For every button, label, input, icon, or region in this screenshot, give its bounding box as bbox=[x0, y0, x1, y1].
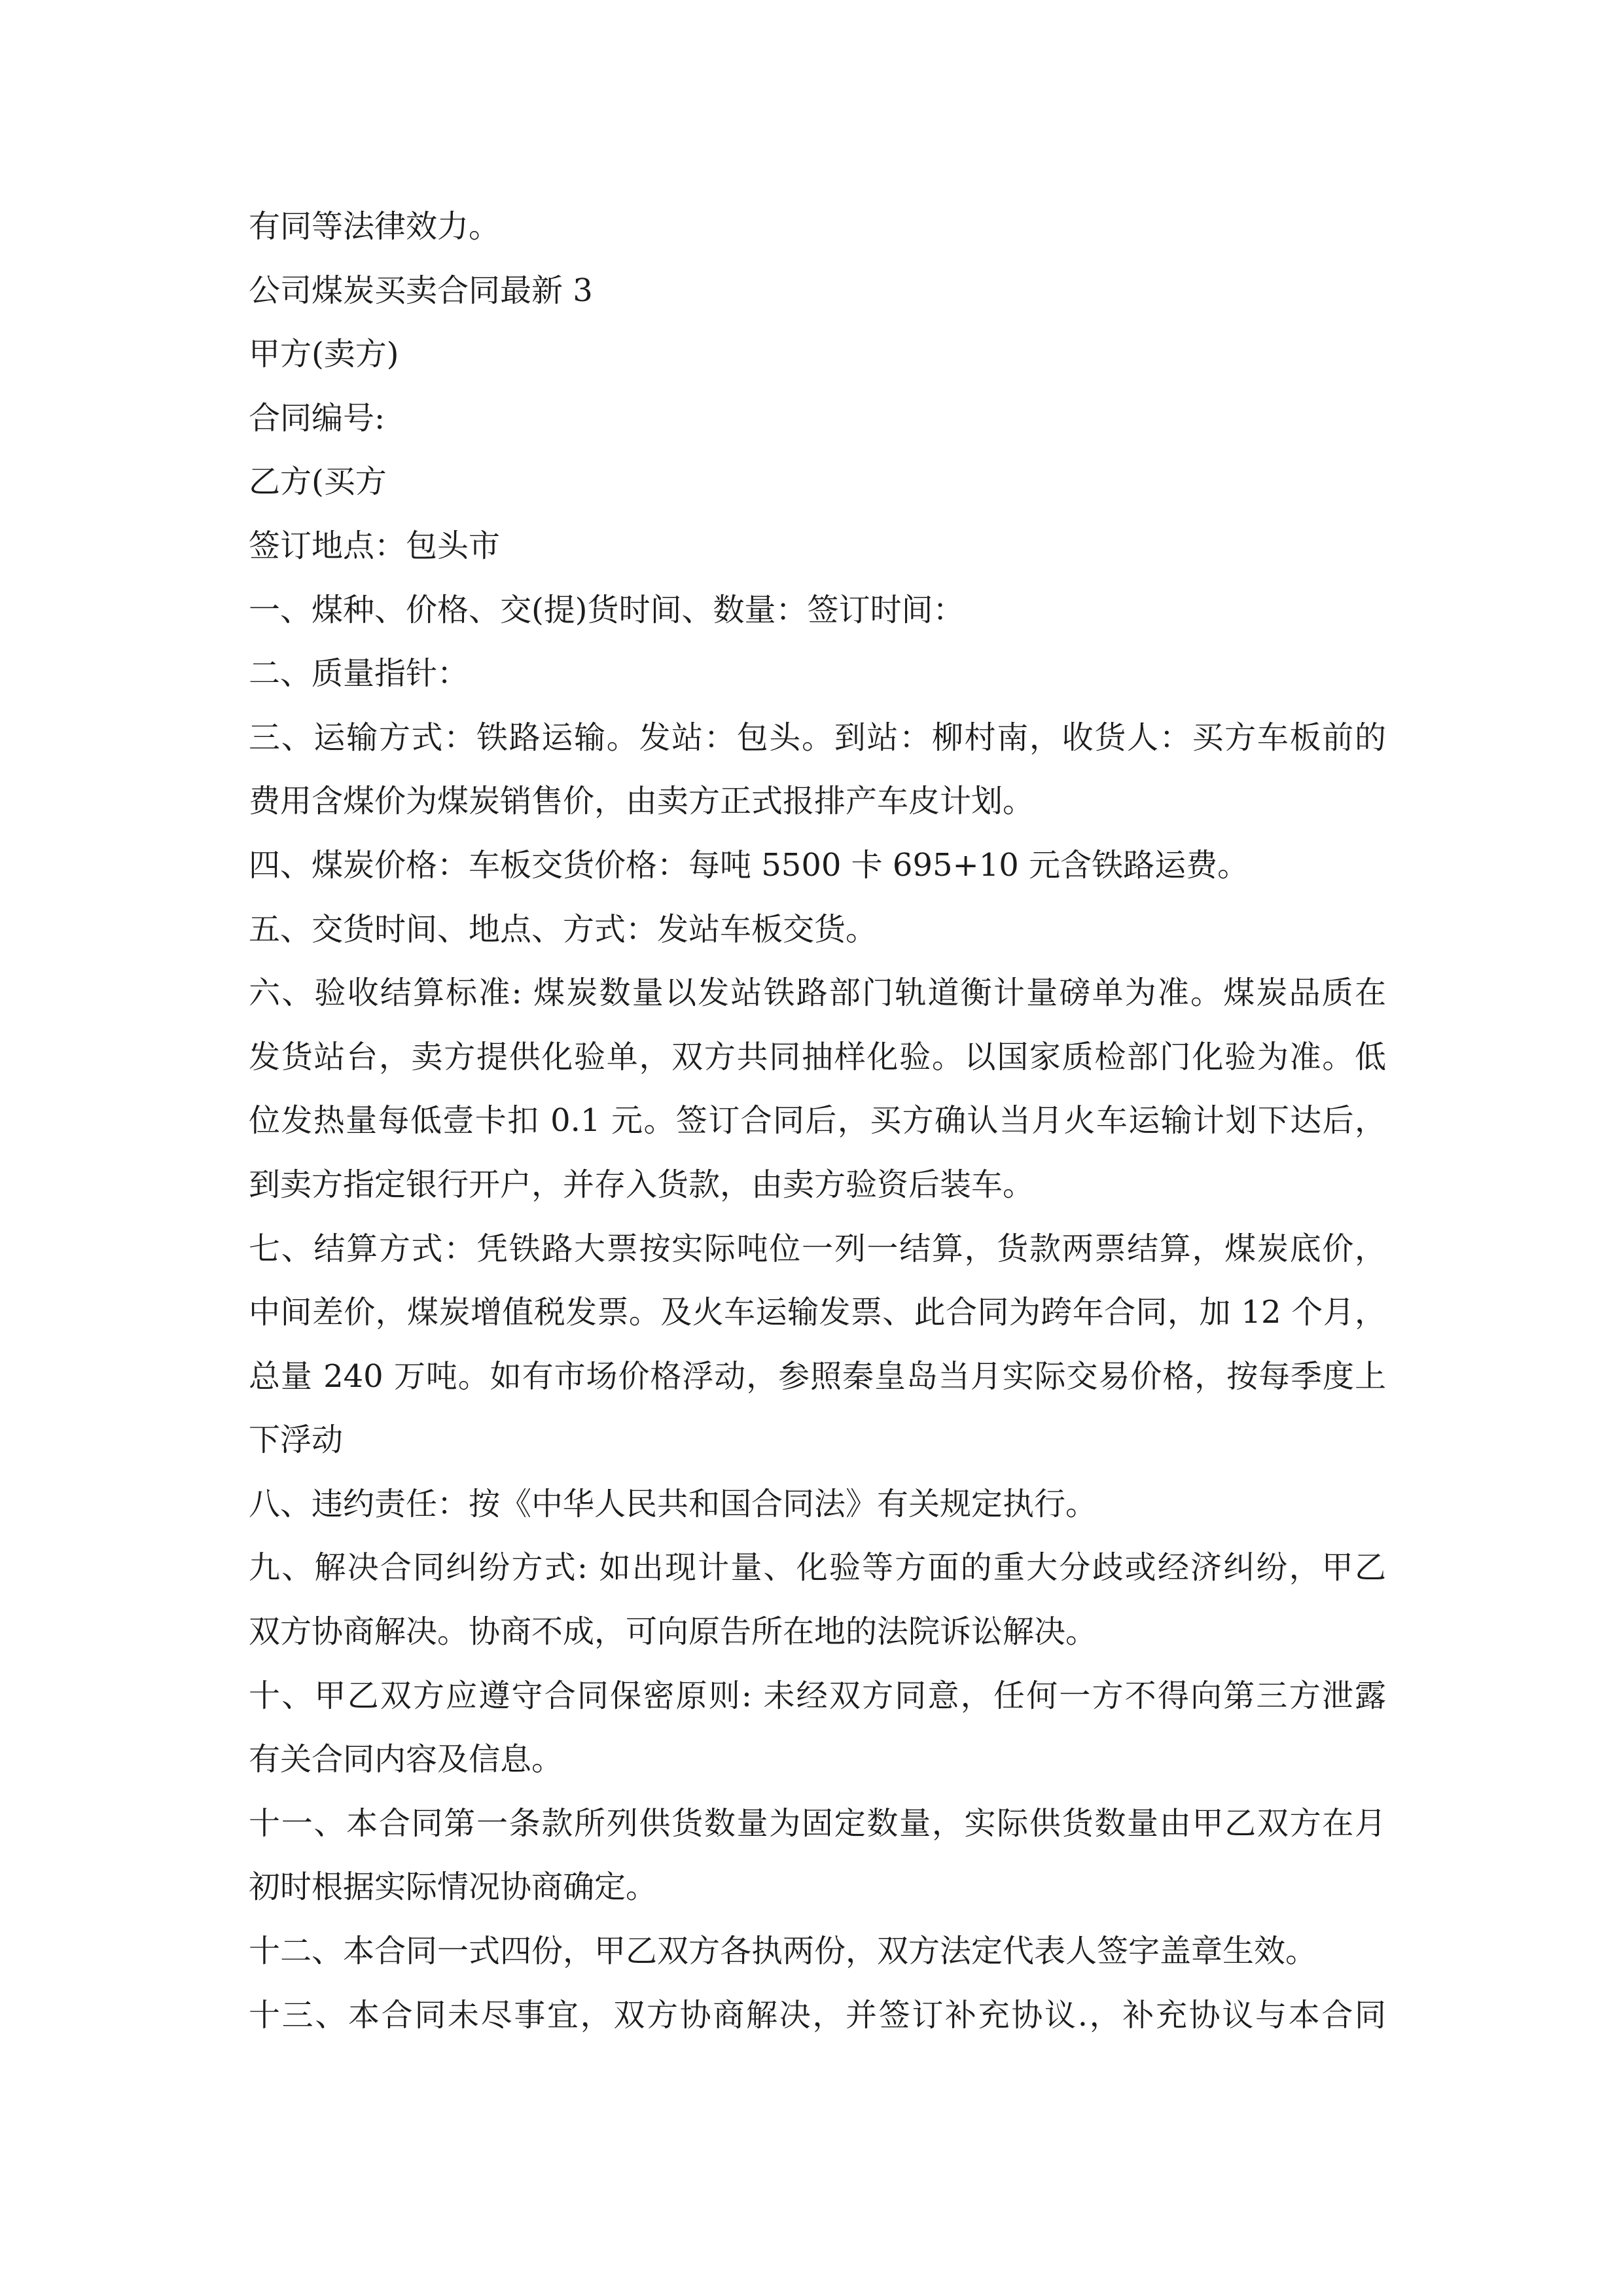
clause-4: 四、煤炭价格：车板交货价格：每吨 5500 卡 695+10 元含铁路运费。 bbox=[249, 846, 1249, 884]
text-line: 中间差价，煤炭增值税发票。及火车运输发票、此合同为跨年合同，加 12 个月， bbox=[249, 1294, 1386, 1331]
text-line: 到卖方指定银行开户，并存入货款，由卖方验资后装车。 bbox=[249, 1166, 1035, 1203]
text-line: 发货站台，卖方提供化验单，双方共同抽样化验。以国家质检部门化验为准。低 bbox=[249, 1038, 1386, 1075]
contract-title: 公司煤炭买卖合同最新 3 bbox=[249, 272, 593, 309]
text-line: 下浮动 bbox=[249, 1422, 344, 1459]
clause-7: 七、结算方式：凭铁路大票按实际吨位一列一结算，货款两票结算，煤炭底价， bbox=[249, 1230, 1386, 1267]
text-line: 费用含煤价为煤炭销售价，由卖方正式报排产车皮计划。 bbox=[249, 783, 1035, 820]
text-line: 有同等法律效力。 bbox=[249, 208, 501, 245]
clause-12: 十二、本合同一式四份，甲乙双方各执两份，双方法定代表人签字盖章生效。 bbox=[249, 1933, 1317, 1970]
text-line: 初时根据实际情况协商确定。 bbox=[249, 1869, 658, 1906]
clause-3: 三、运输方式：铁路运输。发站：包头。到站：柳村南，收货人：买方车板前的 bbox=[249, 719, 1386, 756]
party-b-line: 乙方(买方 bbox=[249, 463, 387, 501]
signing-place-line: 签订地点：包头市 bbox=[249, 527, 501, 564]
text-line: 双方协商解决。协商不成，可向原告所在地的法院诉讼解决。 bbox=[249, 1613, 1097, 1651]
text-line: 位发热量每低壹卡扣 0.1 元。签订合同后，买方确认当月火车运输计划下达后， bbox=[249, 1102, 1386, 1139]
clause-11: 十一、本合同第一条款所列供货数量为固定数量，实际供货数量由甲乙双方在月 bbox=[249, 1804, 1386, 1842]
clause-13: 十三、本合同未尽事宜，双方协商解决，并签订补充协议.，补充协议与本合同 bbox=[249, 1996, 1386, 2034]
text-line: 有关合同内容及信息。 bbox=[249, 1741, 563, 1778]
clause-2: 二、质量指针： bbox=[249, 655, 469, 692]
contract-body bbox=[249, 195, 1386, 2047]
clause-6: 六、验收结算标准: 煤炭数量以发站铁路部门轨道衡计量磅单为准。煤炭品质在 bbox=[249, 975, 1386, 1012]
clause-10: 十、甲乙双方应遵守合同保密原则: 未经双方同意，任何一方不得向第三方泄露 bbox=[249, 1677, 1386, 1714]
clause-8: 八、违约责任：按《中华人民共和国合同法》有关规定执行。 bbox=[249, 1485, 1097, 1522]
clause-9: 九、解决合同纠纷方式: 如出现计量、化验等方面的重大分歧或经济纠纷，甲乙 bbox=[249, 1549, 1386, 1587]
clause-5: 五、交货时间、地点、方式：发站车板交货。 bbox=[249, 910, 878, 948]
party-a-line: 甲方(卖方) bbox=[249, 336, 399, 373]
text-line: 总量 240 万吨。如有市场价格浮动，参照秦皇岛当月实际交易价格，按每季度上 bbox=[249, 1357, 1386, 1395]
contract-number-line: 合同编号: bbox=[249, 399, 385, 437]
clause-1: 一、煤种、价格、交(提)货时间、数量：签订时间： bbox=[249, 591, 965, 628]
